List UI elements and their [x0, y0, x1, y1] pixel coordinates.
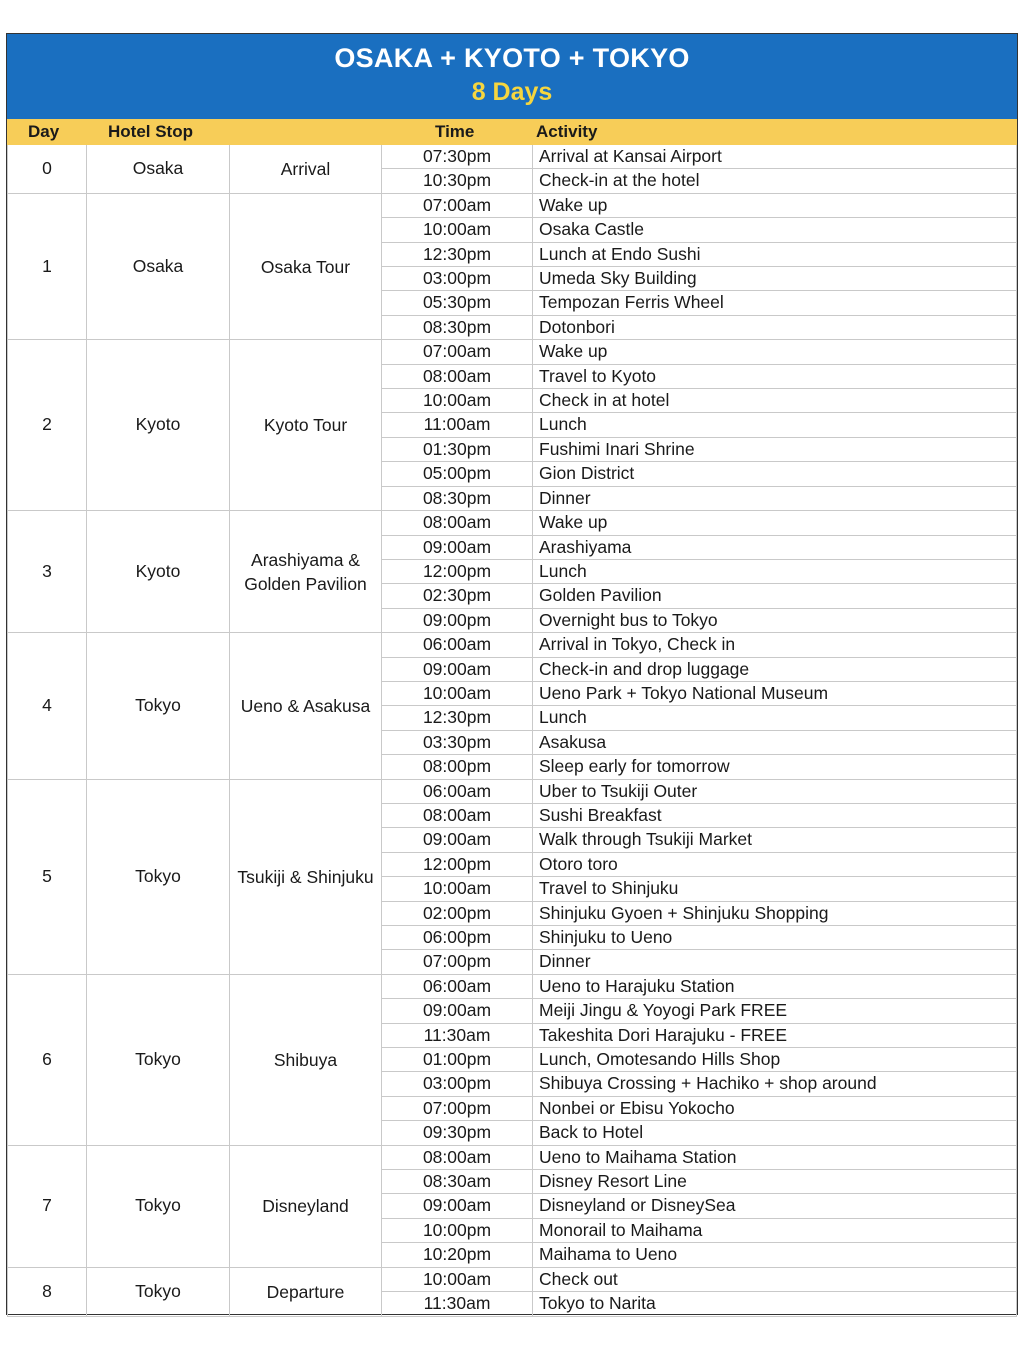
- stop-cell: Departure: [230, 1267, 382, 1316]
- column-header-day: Day: [28, 122, 60, 141]
- hotel-cell: Osaka: [87, 193, 230, 339]
- hotel-cell: Tokyo: [87, 1145, 230, 1267]
- time-cell: 09:00am: [382, 828, 533, 852]
- time-cell: 03:00pm: [382, 1072, 533, 1096]
- time-cell: 09:00pm: [382, 608, 533, 632]
- table-row: [8, 779, 1017, 803]
- time-cell: 06:00am: [382, 779, 533, 803]
- activity-cell: Back to Hotel: [533, 1121, 1017, 1145]
- activity-cell: Disneyland or DisneySea: [533, 1194, 1017, 1218]
- activity-cell: Arrival at Kansai Airport: [533, 145, 1017, 169]
- hotel-cell: Tokyo: [87, 779, 230, 974]
- time-cell: 11:30am: [382, 1292, 533, 1316]
- title-banner: [7, 34, 1017, 119]
- activity-cell: Dinner: [533, 486, 1017, 510]
- activity-cell: Osaka Castle: [533, 218, 1017, 242]
- time-cell: 07:00am: [382, 193, 533, 217]
- activity-cell: Tokyo to Narita: [533, 1292, 1017, 1316]
- day-cell: 3: [8, 511, 87, 633]
- time-cell: 08:00am: [382, 803, 533, 827]
- table-row: [8, 340, 1017, 364]
- activity-cell: Uber to Tsukiji Outer: [533, 779, 1017, 803]
- activity-cell: Travel to Kyoto: [533, 364, 1017, 388]
- hotel-cell: Tokyo: [87, 1267, 230, 1316]
- itinerary-title: OSAKA + KYOTO + TOKYO: [334, 43, 690, 73]
- activity-cell: Disney Resort Line: [533, 1170, 1017, 1194]
- activity-cell: Shinjuku to Ueno: [533, 926, 1017, 950]
- activity-cell: Shinjuku Gyoen + Shinjuku Shopping: [533, 901, 1017, 925]
- activity-cell: Wake up: [533, 511, 1017, 535]
- stop-cell: Arashiyama & Golden Pavilion: [230, 511, 382, 633]
- time-cell: 12:00pm: [382, 559, 533, 583]
- stop-cell: Shibuya: [230, 974, 382, 1145]
- column-header-time: Time: [435, 122, 475, 141]
- activity-cell: Sushi Breakfast: [533, 803, 1017, 827]
- day-cell: 5: [8, 779, 87, 974]
- time-cell: 06:00pm: [382, 926, 533, 950]
- time-cell: 07:00am: [382, 340, 533, 364]
- activity-cell: Wake up: [533, 340, 1017, 364]
- time-cell: 03:30pm: [382, 730, 533, 754]
- time-cell: 12:30pm: [382, 242, 533, 266]
- day-cell: 1: [8, 193, 87, 339]
- activity-cell: Nonbei or Ebisu Yokocho: [533, 1096, 1017, 1120]
- itinerary-subtitle: 8 Days: [471, 78, 553, 106]
- stop-cell: Osaka Tour: [230, 193, 382, 339]
- activity-cell: Check-in at the hotel: [533, 169, 1017, 193]
- activity-cell: Lunch, Omotesando Hills Shop: [533, 1048, 1017, 1072]
- activity-cell: Fushimi Inari Shrine: [533, 437, 1017, 461]
- activity-cell: Tempozan Ferris Wheel: [533, 291, 1017, 315]
- time-cell: 08:30am: [382, 1170, 533, 1194]
- activity-cell: Ueno to Maihama Station: [533, 1145, 1017, 1169]
- day-cell: 8: [8, 1267, 87, 1316]
- activity-cell: Arashiyama: [533, 535, 1017, 559]
- time-cell: 01:30pm: [382, 437, 533, 461]
- activity-cell: Gion District: [533, 462, 1017, 486]
- time-cell: 10:00am: [382, 218, 533, 242]
- activity-cell: Check out: [533, 1267, 1017, 1291]
- activity-cell: Arrival in Tokyo, Check in: [533, 633, 1017, 657]
- table-row: [8, 1267, 1017, 1291]
- table-row: [8, 511, 1017, 535]
- time-cell: 11:30am: [382, 1023, 533, 1047]
- activity-cell: Ueno to Harajuku Station: [533, 974, 1017, 998]
- table-row: [8, 1145, 1017, 1169]
- day-cell: 0: [8, 145, 87, 193]
- time-cell: 08:30pm: [382, 315, 533, 339]
- time-cell: 08:00am: [382, 1145, 533, 1169]
- itinerary-table: [7, 145, 1017, 1317]
- activity-cell: Wake up: [533, 193, 1017, 217]
- time-cell: 11:00am: [382, 413, 533, 437]
- activity-cell: Monorail to Maihama: [533, 1218, 1017, 1242]
- activity-cell: Overnight bus to Tokyo: [533, 608, 1017, 632]
- time-cell: 12:30pm: [382, 706, 533, 730]
- activity-cell: Lunch: [533, 559, 1017, 583]
- table-row: [8, 145, 1017, 169]
- time-cell: 09:00am: [382, 999, 533, 1023]
- time-cell: 02:30pm: [382, 584, 533, 608]
- itinerary-table-body: [8, 145, 1017, 1316]
- time-cell: 08:00am: [382, 511, 533, 535]
- itinerary-sheet: [6, 33, 1018, 1315]
- activity-cell: Check in at hotel: [533, 389, 1017, 413]
- activity-cell: Umeda Sky Building: [533, 267, 1017, 291]
- activity-cell: Lunch: [533, 413, 1017, 437]
- time-cell: 10:00am: [382, 681, 533, 705]
- time-cell: 08:00pm: [382, 755, 533, 779]
- time-cell: 01:00pm: [382, 1048, 533, 1072]
- time-cell: 10:20pm: [382, 1243, 533, 1267]
- activity-cell: Meiji Jingu & Yoyogi Park FREE: [533, 999, 1017, 1023]
- time-cell: 07:00pm: [382, 1096, 533, 1120]
- activity-cell: Golden Pavilion: [533, 584, 1017, 608]
- activity-cell: Travel to Shinjuku: [533, 877, 1017, 901]
- activity-cell: Ueno Park + Tokyo National Museum: [533, 681, 1017, 705]
- time-cell: 07:30pm: [382, 145, 533, 169]
- time-cell: 12:00pm: [382, 852, 533, 876]
- day-cell: 7: [8, 1145, 87, 1267]
- activity-cell: Shibuya Crossing + Hachiko + shop around: [533, 1072, 1017, 1096]
- time-cell: 03:00pm: [382, 267, 533, 291]
- time-cell: 05:30pm: [382, 291, 533, 315]
- time-cell: 09:00am: [382, 535, 533, 559]
- time-cell: 10:00am: [382, 877, 533, 901]
- column-header-hotel: Hotel Stop: [108, 122, 193, 141]
- stop-cell: Kyoto Tour: [230, 340, 382, 511]
- time-cell: 09:30pm: [382, 1121, 533, 1145]
- time-cell: 05:00pm: [382, 462, 533, 486]
- activity-cell: Dinner: [533, 950, 1017, 974]
- table-row: [8, 633, 1017, 657]
- time-cell: 10:00am: [382, 1267, 533, 1291]
- hotel-cell: Kyoto: [87, 340, 230, 511]
- activity-cell: Otoro toro: [533, 852, 1017, 876]
- activity-cell: Sleep early for tomorrow: [533, 755, 1017, 779]
- time-cell: 06:00am: [382, 633, 533, 657]
- stop-cell: Tsukiji & Shinjuku: [230, 779, 382, 974]
- activity-cell: Check-in and drop luggage: [533, 657, 1017, 681]
- time-cell: 10:00pm: [382, 1218, 533, 1242]
- time-cell: 09:00am: [382, 657, 533, 681]
- time-cell: 02:00pm: [382, 901, 533, 925]
- time-cell: 06:00am: [382, 974, 533, 998]
- table-row: [8, 193, 1017, 217]
- table-row: [8, 974, 1017, 998]
- day-cell: 2: [8, 340, 87, 511]
- time-cell: 07:00pm: [382, 950, 533, 974]
- time-cell: 10:30pm: [382, 169, 533, 193]
- time-cell: 08:00am: [382, 364, 533, 388]
- hotel-cell: Tokyo: [87, 633, 230, 779]
- activity-cell: Lunch at Endo Sushi: [533, 242, 1017, 266]
- day-cell: 6: [8, 974, 87, 1145]
- time-cell: 10:00am: [382, 389, 533, 413]
- stop-cell: Ueno & Asakusa: [230, 633, 382, 779]
- activity-cell: Takeshita Dori Harajuku - FREE: [533, 1023, 1017, 1047]
- time-cell: 09:00am: [382, 1194, 533, 1218]
- activity-cell: Walk through Tsukiji Market: [533, 828, 1017, 852]
- activity-cell: Asakusa: [533, 730, 1017, 754]
- day-cell: 4: [8, 633, 87, 779]
- column-header-row: [7, 119, 1017, 145]
- activity-cell: Maihama to Ueno: [533, 1243, 1017, 1267]
- stop-cell: Arrival: [230, 145, 382, 193]
- activity-cell: Dotonbori: [533, 315, 1017, 339]
- stop-cell: Disneyland: [230, 1145, 382, 1267]
- hotel-cell: Osaka: [87, 145, 230, 193]
- hotel-cell: Tokyo: [87, 974, 230, 1145]
- time-cell: 08:30pm: [382, 486, 533, 510]
- activity-cell: Lunch: [533, 706, 1017, 730]
- hotel-cell: Kyoto: [87, 511, 230, 633]
- column-header-activity: Activity: [536, 122, 598, 141]
